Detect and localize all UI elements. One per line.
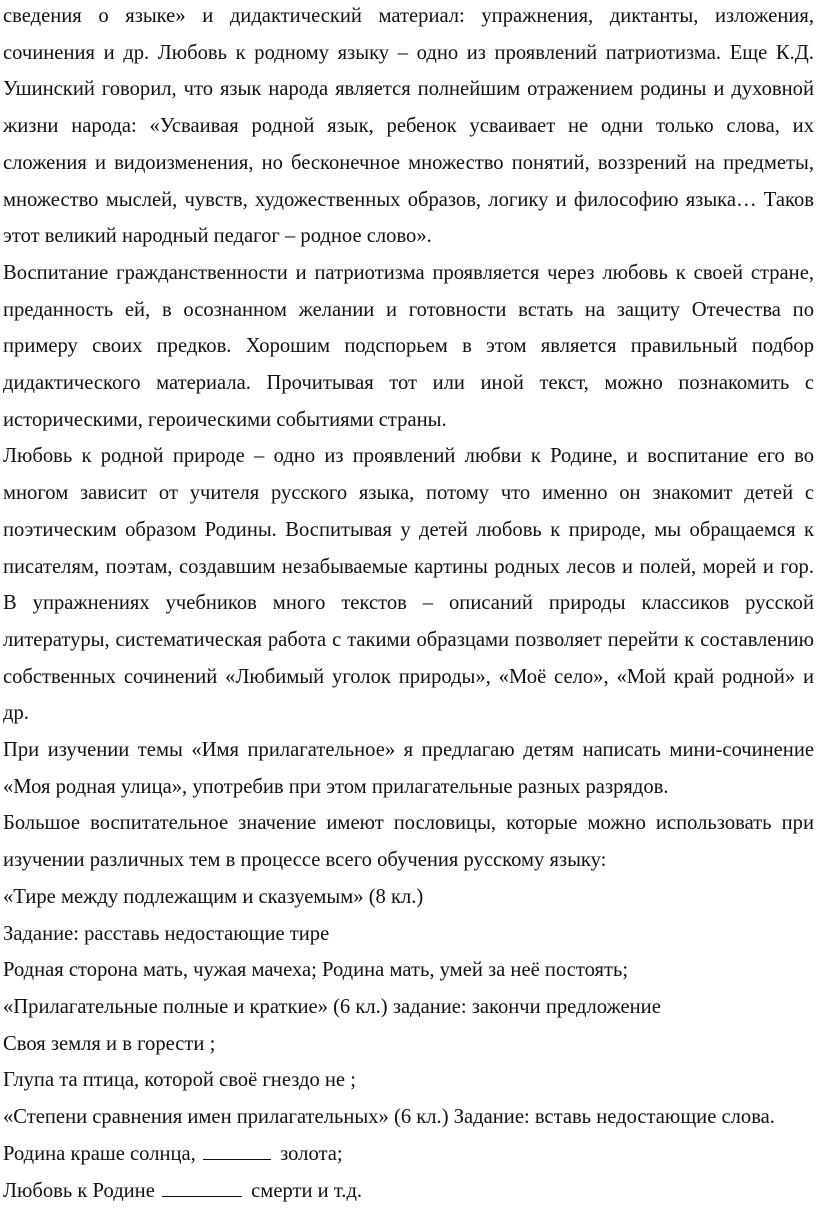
fill-line-homeland-sun [3, 1136, 814, 1173]
paragraph-adjective-essay: При изучении темы «Имя прилагательное» я предлагаю детям написать мини-сочинение «Моя родная улица», употребив при этом прилагательные разных разрядов. [3, 739, 814, 798]
fill-line-text-after: золота; [280, 1142, 343, 1165]
proverb-foolish-bird: Глупа та птица, которой своё гнездо не ; [3, 1069, 356, 1092]
fill-in-blank [203, 1158, 271, 1160]
proverb-native-side: Родная сторона мать, чужая мачеха; Родина мать, умей за неё постоять; [3, 959, 629, 982]
fill-line-text-after: смерти и т.д. [251, 1179, 363, 1202]
fill-line-love-homeland [3, 1173, 814, 1210]
proverb-own-land: Своя земля и в горести ; [3, 1032, 216, 1055]
paragraph-ushinsky: сведения о языке» и дидактический материал: упражнения, диктанты, изложения, сочинения и др. Любовь к родному языку – одно из проявлений патриотизма. Еще К.Д. Ушинский говорил, что язык народа является полнейшим отражением родины и духовной жизни народа: «Усваивая родной язык, ребенок усваивает не одни только слова, их сложения и видоизменения, но бесконечное множество понятий, воззрений на предметы, множество мыслей, чувств, художественных образов, логику и философию языка… Таков этот великий народный педагог – родное слово». [3, 5, 814, 248]
task-insert-dash: Задание: расставь недостающие тире [3, 922, 330, 945]
paragraph-nature: Любовь к родной природе – одно из проявлений любви к Родине, и воспитание его во многом зависит от учителя русского языка, потому что именно он знакомит детей с поэтическим образом Родины. Воспитывая у детей любовь к природе, мы обращаемся к писателям, поэтам, создавшим незабываемые картины родных лесов и полей, морей и гор. В упражнениях учебников много текстов – описаний природы классиков русской литературы, систематическая работа с такими образцами позволяет перейти к составлению собственных сочинений «Любимый уголок природы», «Моё село», «Мой край родной» и др. [3, 445, 814, 725]
fill-in-blank [162, 1195, 242, 1197]
topic-adjectives-heading: «Прилагательные полные и краткие» (6 кл.) задание: закончи предложение [3, 995, 661, 1018]
fill-line-text-before: Родина краше солнца, [3, 1142, 196, 1165]
fill-line-text-before: Любовь к Родине [3, 1179, 155, 1202]
paragraph-proverbs: Большое воспитательное значение имеют пословицы, которые можно использовать при изучении различных тем в процессе всего обучения русскому языку: [3, 812, 814, 872]
topic-dash-heading: «Тире между подлежащим и сказуемым» (8 кл.) [3, 885, 424, 908]
paragraph-citizenship: Воспитание гражданственности и патриотизма проявляется через любовь к своей стране, преданность ей, в осознанном желании и готовности встать на защиту Отечества по примеру своих предков. Хорошим подспорьем в этом является правильный подбор дидактического материала. Прочитывая тот или иной текст, можно познакомить с историческими, героическими событиями страны. [3, 261, 814, 431]
topic-comparison-heading: «Степени сравнения имен прилагательных» (6 кл.) Задание: вставь недостающие слова. [3, 1106, 775, 1129]
